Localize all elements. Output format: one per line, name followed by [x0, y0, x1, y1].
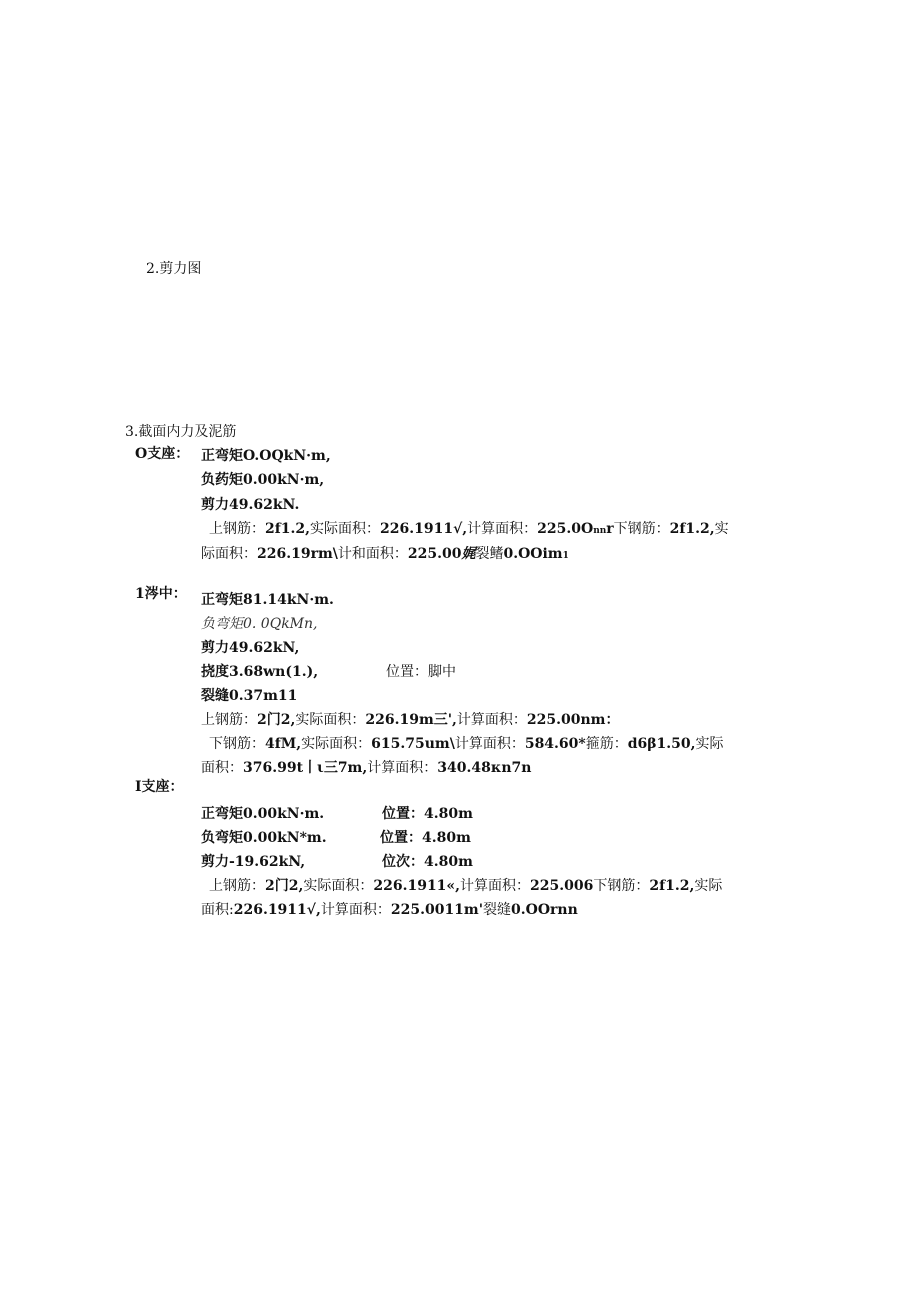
support1-positive-moment — [201, 805, 324, 823]
rebar-label: 上钢筋： — [209, 521, 265, 537]
span1-deflection — [201, 663, 318, 681]
support0-shear-text: 剪力49.62kN. — [201, 497, 300, 513]
span1-stirrup-line2 — [201, 759, 531, 777]
span1-negative-moment — [201, 615, 317, 633]
calc-area-label: 计算面积： — [367, 760, 438, 776]
crack-value: 0.OOim — [503, 546, 563, 562]
area-label: 实际面积： — [303, 878, 374, 894]
support0-rebar-line2 — [201, 545, 569, 565]
calc-area-value: 225.00nm： — [526, 712, 620, 728]
area-value: 226.19rm\ — [257, 546, 338, 562]
span1-shear — [201, 639, 299, 657]
area-label: 面积： — [201, 760, 243, 776]
span1-label-text: 1涔中： — [135, 586, 187, 602]
rebar-spec: 2门2, — [265, 878, 304, 894]
span1-negative-moment-text: 负弯矩0. 0QkMn, — [201, 616, 318, 632]
bottom-rebar-label: 下钢筋： — [209, 736, 265, 752]
support1-shear-position-text: 位次：4.80m — [382, 854, 473, 870]
span1-crack-text: 裂缝0.37m11 — [201, 688, 298, 704]
support1-label — [135, 778, 184, 796]
rebar-label: 上钢筋： — [209, 878, 265, 894]
support0-positive-moment — [201, 447, 331, 465]
stirrup-spec: d6β1.50, — [627, 736, 696, 752]
span1-positive-moment — [201, 591, 334, 609]
calc-area-label: 计和面积： — [337, 546, 408, 562]
support1-shear — [201, 853, 305, 871]
unit-fragment: 1 — [562, 551, 569, 561]
span1-positive-moment-text: 正弯矩81.14kN·m. — [201, 592, 334, 608]
rebar-spec: 2f1.2, — [265, 521, 310, 537]
unit-fragment: nn — [593, 526, 607, 536]
support1-shear-text: 剪力-19.62kN, — [201, 854, 306, 870]
span1-position — [386, 663, 456, 681]
bottom-rebar-label: 下钢筋： — [613, 521, 670, 537]
heading-section-forces — [125, 423, 236, 441]
span1-position-text: 位置：脚中 — [386, 664, 456, 680]
support0-negative-moment-text: 负药矩0.00kN·m, — [201, 472, 325, 488]
rebar-label: 上钢筋： — [201, 712, 257, 728]
text-fragment: 实际 — [694, 878, 723, 894]
area-value: 615.75um\ — [371, 736, 455, 752]
support1-rebar-line1 — [209, 877, 722, 895]
area-value: 376.99t丨ι三7m, — [243, 760, 368, 776]
calc-area-label: 计算面积： — [454, 736, 525, 752]
support1-label-text: I支座： — [135, 779, 184, 795]
span1-deflection-text: 挠度3.68wn(1.), — [201, 664, 319, 680]
support1-shear-position — [382, 853, 473, 871]
heading-shear-text: 2.剪力图 — [146, 261, 202, 277]
support0-shear — [201, 496, 299, 514]
area-value: 226.1911«, — [373, 878, 461, 894]
area-label: 实际面积： — [301, 736, 372, 752]
support1-positive-moment-text: 正弯矩0.00kN·m. — [201, 806, 325, 822]
heading-shear-diagram — [146, 260, 201, 278]
support1-positive-position — [382, 805, 473, 823]
crack-label: 裂缝 — [483, 902, 512, 918]
calc-area-label: 计算面积： — [460, 878, 531, 894]
calc-area-value: 225.0O — [537, 521, 594, 537]
span1-shear-text: 剪力49.62kN, — [201, 640, 300, 656]
calc-area-label: 计算面积： — [320, 902, 391, 918]
rebar-spec: 2门2, — [257, 712, 296, 728]
support1-negative-moment-text: 负弯矩0.00kN*m. — [201, 830, 327, 846]
crack-value: 0.OOrnn — [511, 902, 578, 918]
calc-area-label: 计算面积： — [456, 712, 527, 728]
area-value: 226.1911√, — [380, 521, 468, 537]
area-value: 226.1911√, — [233, 902, 321, 918]
bottom-rebar-label: 下钢筋： — [593, 878, 650, 894]
support0-label — [135, 445, 189, 463]
support0-rebar-line1 — [209, 520, 729, 540]
garbled-glyph: 娓 — [461, 546, 476, 562]
span1-crack — [201, 687, 297, 705]
area-label: 实际面积： — [295, 712, 366, 728]
bottom-rebar-spec: 4fM, — [265, 736, 302, 752]
support0-label-text: O支座： — [135, 446, 190, 462]
bottom-rebar-spec: 2f1.2, — [669, 521, 715, 537]
span1-bottom-rebar — [209, 735, 724, 753]
support1-negative-position-text: 位置：4.80m — [380, 830, 471, 846]
calc-area-value: 340.48κn7n — [437, 760, 532, 776]
heading-section-text: 3.截面内力及泥筋 — [125, 424, 237, 440]
support1-negative-position — [380, 829, 471, 847]
area-label: 面积: — [201, 902, 234, 918]
span1-label — [135, 585, 187, 603]
crack-label: 裂鳍 — [475, 546, 504, 562]
calc-area-label: 计算面积： — [467, 521, 538, 537]
area-label: 实际面积： — [310, 521, 380, 537]
support1-negative-moment — [201, 829, 327, 847]
calc-area-value: 225.0011m' — [390, 902, 484, 918]
area-label: 际面积： — [201, 546, 257, 562]
support1-positive-position-text: 位置：4.80m — [382, 806, 473, 822]
unit-fragment: r — [606, 521, 614, 537]
support0-positive-moment-text: 正弯矩O.OQkN·m, — [201, 448, 331, 464]
span1-top-rebar — [201, 711, 620, 729]
text-fragment: 实际 — [695, 736, 724, 752]
calc-area-value: 225.00 — [407, 546, 462, 562]
calc-area-value: 584.60* — [524, 736, 586, 752]
calc-area-value: 225.006 — [530, 878, 594, 894]
support0-negative-moment — [201, 471, 324, 489]
stirrup-label: 箍筋： — [585, 736, 628, 752]
text-fragment: 实 — [714, 521, 729, 537]
support1-rebar-line2 — [201, 901, 578, 919]
bottom-rebar-spec: 2f1.2, — [649, 878, 695, 894]
area-value: 226.19m三', — [365, 712, 457, 728]
